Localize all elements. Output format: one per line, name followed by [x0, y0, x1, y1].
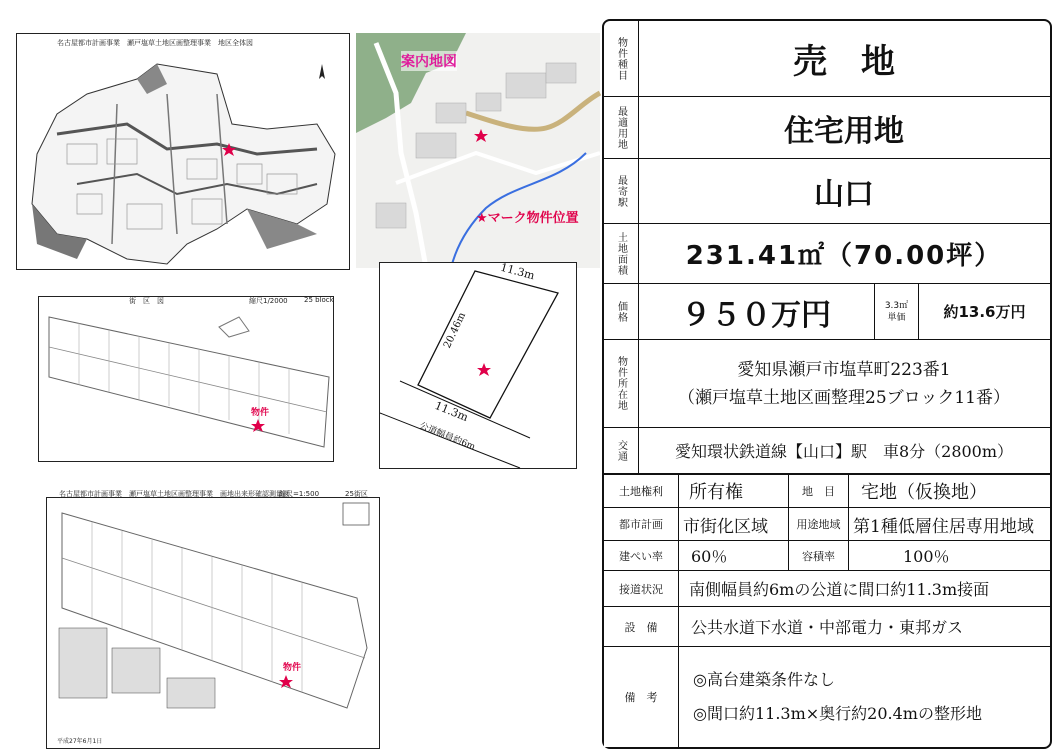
far-value: 100％	[848, 541, 1050, 570]
row-bcr-far	[604, 540, 1050, 570]
traffic-label: 交通	[604, 428, 639, 473]
traffic-value: 愛知環状鉄道線【山口】駅 車8分（2800m）	[674, 442, 1014, 461]
overview-map	[16, 33, 350, 270]
land-type-label: 地 目	[788, 475, 848, 507]
land-area-value: 231.41㎡（70.00坪）	[685, 241, 1003, 271]
block-map-header-mid: 縮尺1/2000	[249, 297, 288, 305]
bcr-label: 建ぺい率	[604, 541, 678, 570]
facilities-value: 公共水道下水道・中部電力・東邦ガス	[678, 607, 1050, 646]
row-land-area	[604, 223, 1050, 283]
guide-map-title: 案内地図	[401, 51, 457, 71]
city-plan-label: 都市計画	[604, 508, 678, 540]
guide-map-drawing	[356, 33, 600, 268]
best-use-label: 最適用地	[604, 97, 639, 158]
row-address	[604, 339, 1050, 427]
unit-price-value: 約13.6万円	[918, 284, 1050, 339]
rights-label: 土地権利	[604, 475, 678, 507]
road-value: 南側幅員約6mの公道に間口約11.3m接面	[678, 571, 1050, 606]
survey-map	[46, 490, 380, 749]
price-value: ９５０万円	[681, 297, 831, 333]
property-type-label: 物件種目	[604, 21, 639, 96]
zone-label: 用途地域	[788, 508, 848, 540]
overview-map-drawing	[17, 34, 349, 269]
survey-map-scale: 縮尺=1:500	[279, 490, 320, 498]
plot-diagram-drawing	[380, 260, 576, 468]
row-price	[604, 283, 1050, 339]
facilities-label: 設 備	[604, 607, 678, 646]
land-area-label: 土地面積	[604, 224, 639, 283]
unit-price-label	[874, 284, 918, 339]
survey-map-drawing	[47, 498, 379, 748]
overview-map-title: 名古屋都市計画事業 瀬戸塩草土地区画整理事業 地区全体図	[57, 39, 253, 47]
row-station	[604, 158, 1050, 223]
station-value: 山口	[814, 177, 874, 212]
address-line2: （瀬戸塩草土地区画整理25ブロック11番）	[678, 387, 1010, 408]
guide-map	[356, 33, 600, 268]
row-traffic	[604, 427, 1050, 473]
guide-map-legend: ★マーク物件位置	[476, 211, 579, 226]
far-label: 容積率	[788, 541, 848, 570]
property-type-value: 売 地	[793, 42, 895, 82]
property-sheet	[602, 19, 1052, 749]
remarks-line1: ◎高台建築条件なし	[693, 670, 835, 689]
unit-price-label-line1: 3.3㎡	[884, 300, 909, 311]
remarks-value	[678, 647, 1050, 747]
address-label: 物件所在地	[604, 340, 639, 427]
survey-map-block: 25街区	[345, 490, 368, 498]
plot-diagram	[379, 262, 577, 469]
survey-map-property-label: 物件	[283, 663, 302, 673]
row-road	[604, 570, 1050, 606]
price-label: 価格	[604, 284, 639, 339]
plot-side-dimension: 20.46m	[442, 310, 469, 351]
address-value	[638, 340, 1050, 427]
land-type-value: 宅地（仮換地）	[848, 475, 1050, 507]
row-remarks	[604, 646, 1050, 747]
block-map	[38, 296, 334, 462]
row-facilities	[604, 606, 1050, 646]
block-map-header-left: 街 区 図	[129, 297, 164, 305]
plot-bottom-dimension: 11.3m	[432, 398, 471, 425]
remarks-line2: ◎間口約11.3m×奥行約20.4mの整形地	[693, 704, 982, 723]
row-best-use	[604, 96, 1050, 158]
survey-map-date: 平成27年6月1日	[57, 738, 103, 745]
survey-map-title: 名古屋都市計画事業 瀬戸塩草土地区画整理事業 画地出来形確認測量図	[59, 490, 290, 498]
block-map-header-right: 25 block	[304, 296, 334, 304]
row-city-zone	[604, 507, 1050, 540]
block-map-drawing	[39, 297, 333, 461]
address-line1: 愛知県瀬戸市塩草町223番1	[737, 359, 951, 380]
zone-value: 第1種低層住居専用地域	[848, 508, 1050, 540]
row-rights-landtype	[604, 473, 1050, 507]
block-map-property-label: 物件	[251, 408, 270, 418]
rights-value: 所有権	[678, 475, 788, 507]
city-plan-value: 市街化区域	[678, 508, 788, 540]
station-label: 最寄駅	[604, 159, 639, 223]
remarks-label: 備 考	[604, 647, 678, 747]
plot-road-label: 公道幅員約6m	[417, 421, 477, 453]
best-use-value: 住宅用地	[784, 113, 904, 149]
plot-top-dimension: 11.3m	[498, 260, 537, 283]
unit-price-label-line2: 単価	[887, 312, 906, 323]
road-label: 接道状況	[604, 571, 678, 606]
bcr-value: 60％	[678, 541, 788, 570]
row-property-type	[604, 21, 1050, 96]
